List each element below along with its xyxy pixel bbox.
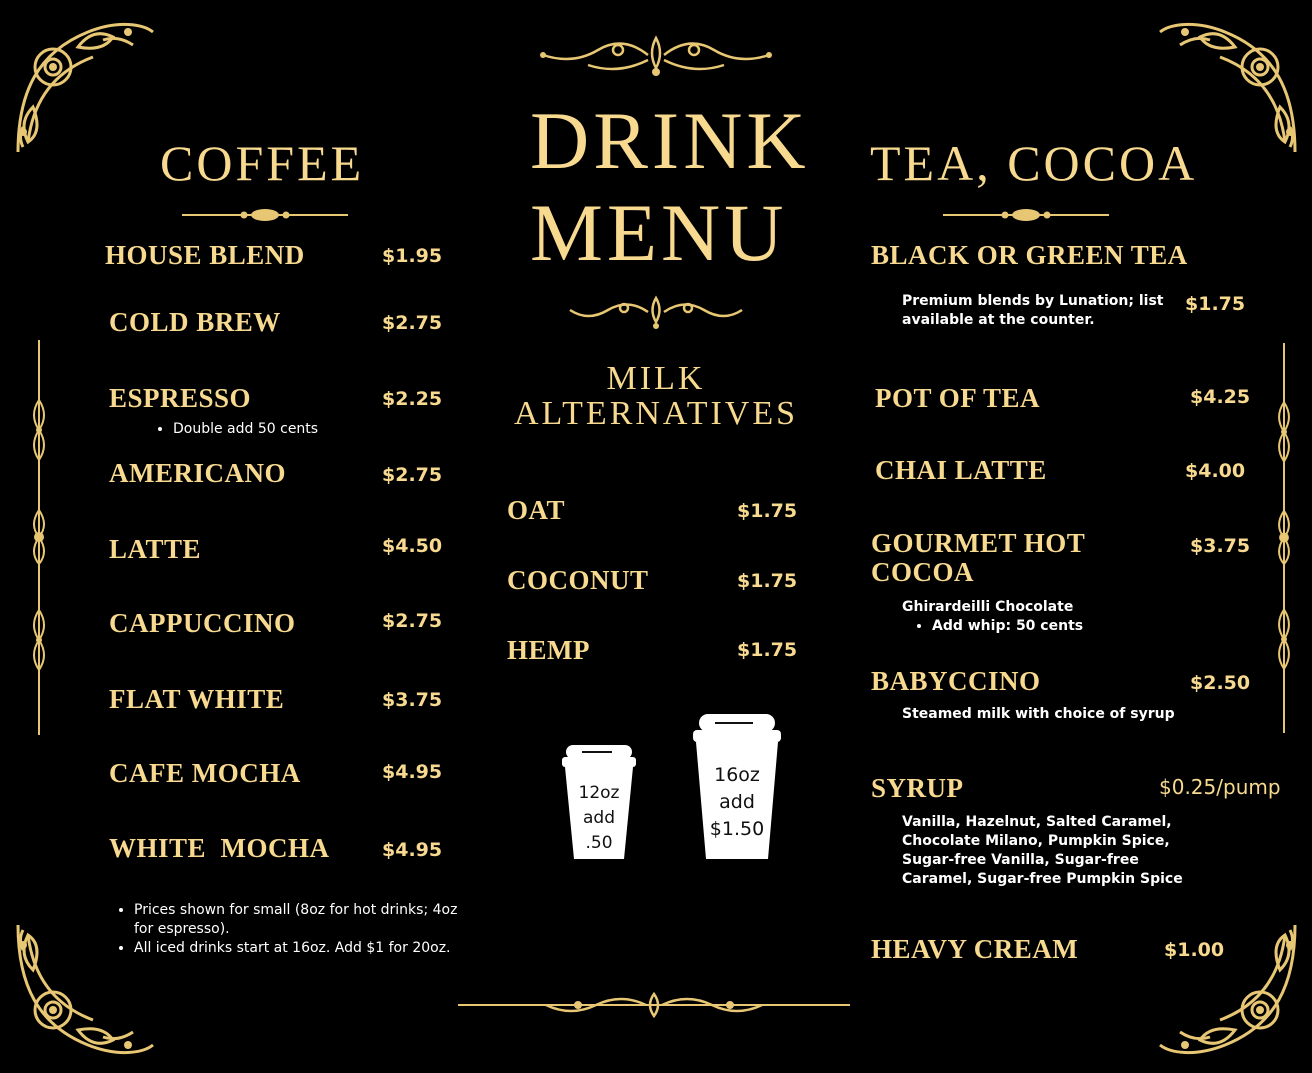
coffee-item-price: $2.25 — [382, 388, 443, 410]
coffee-item-name: ESPRESSO — [109, 383, 252, 413]
syrup-flavors-line: Chocolate Milano, Pumpkin Spice, — [902, 833, 1170, 849]
menu-title-line2: MENU — [530, 187, 788, 278]
coffee-item-price: $2.75 — [382, 464, 443, 486]
coffee-item-name: AMERICANO — [109, 458, 286, 488]
tea-item-subnote — [914, 617, 1083, 636]
footnote-bullet: • Prices shown for small (8oz for hot drinks; 4oz for espresso). — [134, 901, 466, 939]
coffee-footnotes — [116, 901, 466, 958]
cup-price-label: $1.50 — [709, 818, 765, 840]
coffee-item-price: $2.75 — [382, 610, 443, 632]
corner-flourish-icon — [8, 12, 158, 162]
divider-ornament-icon — [182, 207, 348, 223]
footnote-bullet: • All iced drinks start at 16oz. Add $1 for 20oz. — [134, 939, 466, 958]
tea-item-price: $4.00 — [1185, 460, 1246, 482]
tea-item-name: POT OF TEA — [875, 383, 1041, 413]
coffee-cup-icon — [560, 743, 638, 863]
coffee-item-name: COLD BREW — [109, 307, 281, 337]
coffee-item-price: $4.95 — [382, 839, 443, 861]
milk-item-price: $1.75 — [737, 639, 798, 661]
milk-heading-line1: MILK — [606, 360, 706, 397]
coffee-item-price: $1.95 — [382, 245, 443, 267]
milk-item-name: OAT — [507, 495, 566, 525]
tea-item-price: $1.75 — [1185, 293, 1246, 315]
coffee-heading: COFFEE — [160, 135, 365, 191]
tea-item-price: $1.00 — [1164, 939, 1225, 961]
tea-item-note: Premium blends by Lunation; list available at the counter. — [902, 293, 1164, 328]
coffee-item-name: WHITE MOCHA — [109, 833, 330, 863]
milk-item-name: COCONUT — [507, 565, 649, 595]
milk-heading-line2: ALTERNATIVES — [513, 395, 799, 432]
tea-item-note — [902, 813, 1183, 889]
coffee-item-name: CAFE MOCHA — [109, 758, 301, 788]
tea-item-note: Ghirardeilli Chocolate — [902, 599, 1074, 615]
coffee-item-price: $3.75 — [382, 689, 443, 711]
tea-item-name: BLACK OR GREEN TEA — [871, 240, 1188, 270]
vertical-scroll-ornament-icon — [1273, 343, 1295, 733]
tea-item-name: BABYCCINO — [871, 666, 1041, 696]
tea-item-name-line1: GOURMET HOT — [871, 528, 1086, 558]
tea-item-note: Steamed milk with choice of syrup — [902, 706, 1175, 722]
tea-heading: TEA, COCOA — [870, 135, 1198, 191]
coffee-item-name: CAPPUCCINO — [109, 608, 296, 638]
cup-add-label: add — [583, 808, 615, 828]
tea-item-price: $0.25/pump — [1159, 775, 1281, 799]
note-bullet: • Add whip: 50 cents — [932, 617, 1083, 636]
coffee-item-price: $4.50 — [382, 535, 443, 557]
cup-size-label: 12oz — [578, 783, 620, 803]
coffee-item-price: $4.95 — [382, 761, 443, 783]
coffee-item-name: HOUSE BLEND — [105, 240, 305, 270]
menu-title-line1: DRINK — [530, 95, 810, 186]
milk-item-name: HEMP — [507, 635, 590, 665]
cup-price-label: .50 — [585, 833, 613, 853]
divider-ornament-icon — [538, 30, 774, 80]
milk-item-price: $1.75 — [737, 500, 798, 522]
syrup-flavors-line: Vanilla, Hazelnut, Salted Caramel, — [902, 814, 1172, 830]
vertical-scroll-ornament-icon — [28, 340, 50, 735]
note-bullet: • Double add 50 cents — [173, 420, 318, 439]
divider-ornament-icon — [458, 990, 850, 1020]
cup-add-label: add — [719, 791, 755, 813]
coffee-cup-icon — [691, 712, 783, 862]
syrup-flavors-line: Caramel, Sugar-free Pumpkin Spice — [902, 871, 1183, 887]
tea-item-price: $3.75 — [1190, 535, 1251, 557]
coffee-item-price: $2.75 — [382, 312, 443, 334]
corner-flourish-icon — [1155, 915, 1305, 1065]
tea-item-name-line2: COCOA — [871, 557, 974, 587]
tea-item-name: CHAI LATTE — [875, 455, 1047, 485]
divider-ornament-icon — [943, 207, 1109, 223]
syrup-flavors-line: Sugar-free Vanilla, Sugar-free — [902, 852, 1139, 868]
coffee-item-note — [155, 420, 318, 439]
tea-item-price: $2.50 — [1190, 672, 1251, 694]
milk-item-price: $1.75 — [737, 570, 798, 592]
divider-ornament-icon — [568, 292, 744, 332]
tea-item-name: HEAVY CREAM — [871, 934, 1079, 964]
coffee-item-name: FLAT WHITE — [109, 684, 285, 714]
coffee-item-name: LATTE — [109, 534, 202, 564]
tea-item-price: $4.25 — [1190, 386, 1251, 408]
tea-item-name: SYRUP — [871, 773, 964, 803]
cup-size-label: 16oz — [714, 764, 760, 786]
